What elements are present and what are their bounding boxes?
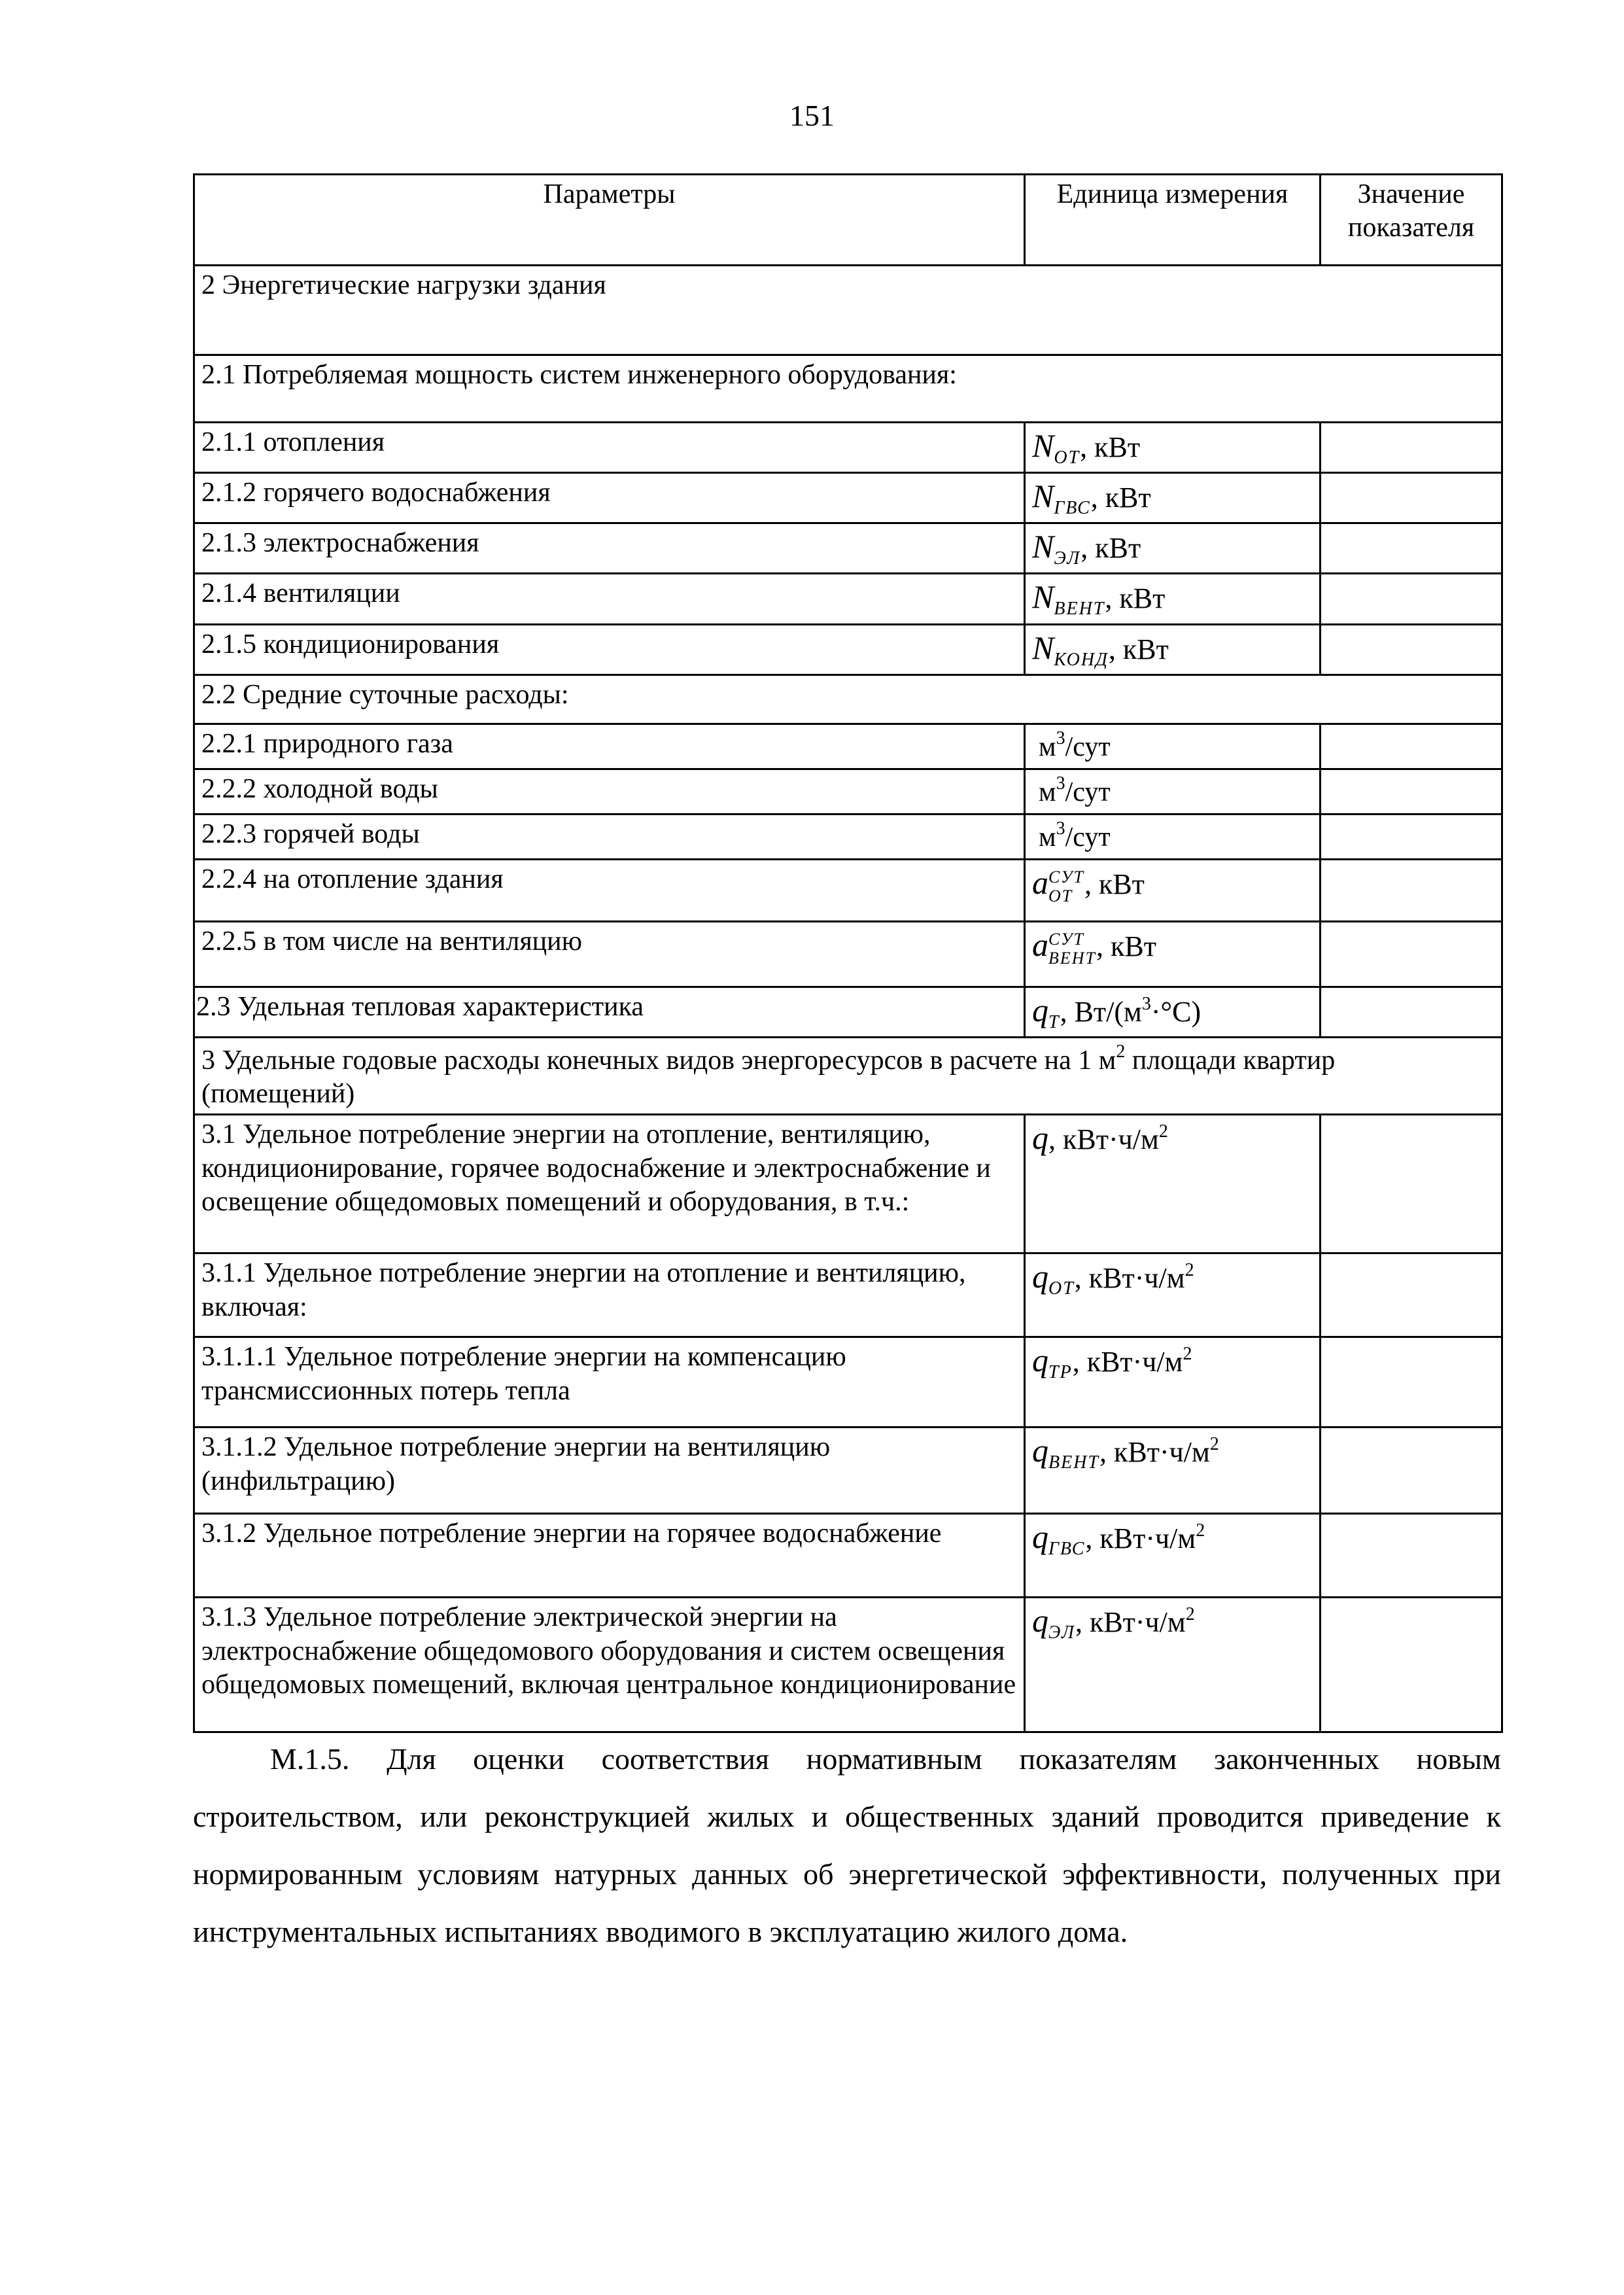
table-row: [194, 1337, 1502, 1428]
param-label: 2.2.4 на отопление здания: [194, 859, 1025, 921]
table-row: [194, 473, 1502, 523]
value-cell: [1321, 814, 1502, 859]
table-row: [194, 523, 1502, 574]
section-row: [194, 266, 1502, 355]
table-row: [194, 423, 1502, 473]
value-cell: [1321, 624, 1502, 674]
header-params: Параметры: [194, 175, 1025, 266]
group-row: [194, 674, 1502, 724]
table-row: [194, 1253, 1502, 1337]
value-cell: [1321, 1598, 1502, 1732]
unit-cell: $N_{ВЕНТ}$, кВт: [1025, 574, 1321, 624]
table-header-row: [194, 175, 1502, 266]
unit-cell: $q_{ГВС}$, $кВт\cdot ч/м^2$: [1025, 1514, 1321, 1598]
value-cell: [1321, 473, 1502, 523]
page-number: 151: [789, 99, 835, 132]
header-value: Значение показателя: [1321, 175, 1502, 266]
param-label: 2.3 Удельная тепловая характеристика: [194, 987, 1025, 1037]
section-2-title: 2 Энергетические нагрузки здания: [194, 266, 1502, 355]
unit-cell: $м^3$/сут: [1025, 814, 1321, 859]
param-label: 2.2.3 горячей воды: [194, 814, 1025, 859]
unit-cell: $N_{ОТ}$, кВт: [1025, 423, 1321, 473]
table-row: [194, 921, 1502, 987]
unit-cell: $N_{ГВС}$, кВт: [1025, 473, 1321, 523]
unit-cell: $q_Т$, $Вт/(м^3\cdot^\circ С)$: [1025, 987, 1321, 1037]
param-label: 2.2.2 холодной воды: [194, 769, 1025, 814]
section-row: [194, 1037, 1502, 1114]
table-row: [194, 859, 1502, 921]
value-cell: [1321, 574, 1502, 624]
param-label: 2.1.1 отопления: [194, 423, 1025, 473]
table-row: [194, 624, 1502, 674]
value-cell: [1321, 921, 1502, 987]
unit-cell: aСУТ ОТ , кВт: [1025, 859, 1321, 921]
param-label: 2.2.5 в том числе на вентиляцию: [194, 921, 1025, 987]
unit-cell: $q_{ТР}$, $кВт\cdot ч/м^2$: [1025, 1337, 1321, 1428]
unit-cell: $q_{ОТ}$, $кВт\cdot ч/м^2$: [1025, 1253, 1321, 1337]
unit-cell: $q_{ЭЛ}$, $кВт\cdot ч/м^2$: [1025, 1598, 1321, 1732]
table-row: [194, 724, 1502, 769]
group-2-1-title: 2.1 Потребляемая мощность систем инженерного оборудования:: [194, 355, 1502, 423]
value-cell: [1321, 1514, 1502, 1598]
table-row: [194, 1115, 1502, 1253]
value-cell: [1321, 1115, 1502, 1253]
value-cell: [1321, 1428, 1502, 1514]
param-label: 3.1.2 Удельное потребление энергии на горячее водоснабжение: [194, 1514, 1025, 1598]
table-row: [194, 1514, 1502, 1598]
value-cell: [1321, 859, 1502, 921]
group-2-2-title: 2.2 Средние суточные расходы:: [194, 674, 1502, 724]
param-label: 2.1.3 электроснабжения: [194, 523, 1025, 574]
table-row: [194, 814, 1502, 859]
param-label: 3.1.1.1 Удельное потребление энергии на компенсацию трансмиссионных потерь тепла: [194, 1337, 1025, 1428]
value-cell: [1321, 1253, 1502, 1337]
value-cell: [1321, 523, 1502, 574]
table-row: [194, 574, 1502, 624]
param-label: 2.2.1 природного газа: [194, 724, 1025, 769]
unit-cell: $q_{ВЕНТ}$, $кВт\cdot ч/м^2$: [1025, 1428, 1321, 1514]
param-label: 3.1.3 Удельное потребление электрической энергии на электроснабжение общедомового оборудования и систем освещения общедомовых помещений, включая центральное кондиционирование: [194, 1598, 1025, 1732]
table-row: [194, 987, 1502, 1037]
param-label: 3.1.1 Удельное потребление энергии на отопление и вентиляцию, включая:: [194, 1253, 1025, 1337]
section-3-title: 3 Удельные годовые расходы конечных видов энергоресурсов в расчете на 1 $м^2$ площади квартир (помещений): [194, 1037, 1502, 1114]
value-cell: [1321, 423, 1502, 473]
param-label: 2.1.5 кондиционирования: [194, 624, 1025, 674]
param-label: 3.1 Удельное потребление энергии на отопление, вентиляцию, кондиционирование, горячее водоснабжение и электроснабжение и освещение общедомовых помещений и оборудования, в т.ч.:: [194, 1115, 1025, 1253]
body-paragraph: [193, 1730, 1501, 1961]
header-unit: Единица измерения: [1025, 175, 1321, 266]
table-row: [194, 1598, 1502, 1732]
paragraph-text: М.1.5. Для оценки соответствия нормативным показателям законченных новым строительством, или реконструкцией жилых и общественных зданий проводится приведение к нормированным условиям натурных данных об энергетической эффективности, полученных при инструментальных испытаниях вводимого в эксплуатацию жилого дома.: [193, 1742, 1501, 1948]
value-cell: [1321, 987, 1502, 1037]
param-label: 3.1.1.2 Удельное потребление энергии на вентиляцию (инфильтрацию): [194, 1428, 1025, 1514]
param-label: 2.1.2 горячего водоснабжения: [194, 473, 1025, 523]
value-cell: [1321, 1337, 1502, 1428]
unit-cell: $м^3$/сут: [1025, 724, 1321, 769]
group-row: [194, 355, 1502, 423]
param-label: 2.1.4 вентиляции: [194, 574, 1025, 624]
unit-cell: q, $кВт\cdot ч/м^2$: [1025, 1115, 1321, 1253]
unit-cell: $N_{КОНД}$, кВт: [1025, 624, 1321, 674]
unit-cell: aСУТ ВЕНТ, кВт: [1025, 921, 1321, 987]
value-cell: [1321, 724, 1502, 769]
value-cell: [1321, 769, 1502, 814]
table-row: [194, 1428, 1502, 1514]
parameters-table: [193, 173, 1503, 1733]
table-row: [194, 769, 1502, 814]
unit-cell: $N_{ЭЛ}$, кВт: [1025, 523, 1321, 574]
unit-cell: $м^3$/сут: [1025, 769, 1321, 814]
